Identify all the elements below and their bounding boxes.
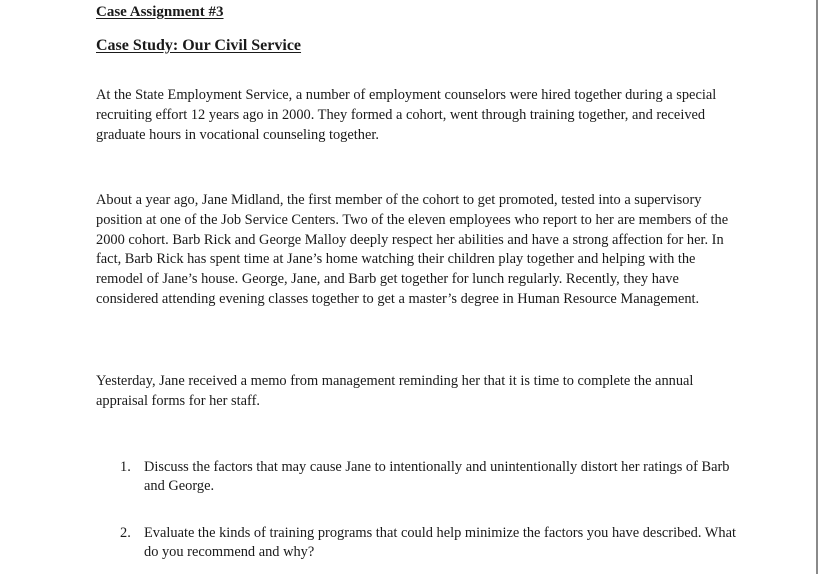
paragraph-intro: At the State Employment Service, a number of employment counselors were hired together during a special recruiting effort 12 years ago in 2000. They formed a cohort, went through training together, and received graduate hours in vocational counseling together. bbox=[96, 87, 717, 143]
question-number: 1. bbox=[120, 459, 131, 475]
question-text: Discuss the factors that may cause Jane to intentionally and unintentionally distort her ratings of Barb and George. bbox=[144, 459, 730, 495]
question-item bbox=[120, 524, 740, 562]
assignment-title: Case Assignment #3 bbox=[96, 4, 224, 20]
paragraph-background: About a year ago, Jane Midland, the first member of the cohort to get promoted, tested into a supervisory position at one of the Job Service Centers. Two of the eleven employees who report to her are members of the 2000 cohort. Barb Rick and George Malloy deeply respect her abilities and have a strong affection for her. In fact, Barb Rick has spent time at Jane’s home watching their children play together and helping with the remodel of Jane’s house. George, Jane, and Barb get together for lunch regularly. Recently, they have considered attending evening classes together to get a master’s degree in Human Resource Management. bbox=[96, 192, 729, 307]
question-number: 2. bbox=[120, 525, 131, 541]
paragraph-memo: Yesterday, Jane received a memo from management reminding her that it is time to complete the annual appraisal forms for her staff. bbox=[96, 373, 694, 409]
case-study-title: Case Study: Our Civil Service bbox=[96, 37, 302, 54]
question-text: Evaluate the kinds of training programs that could help minimize the factors you have described. What do you recommend and why? bbox=[144, 525, 736, 561]
question-item bbox=[120, 458, 740, 496]
